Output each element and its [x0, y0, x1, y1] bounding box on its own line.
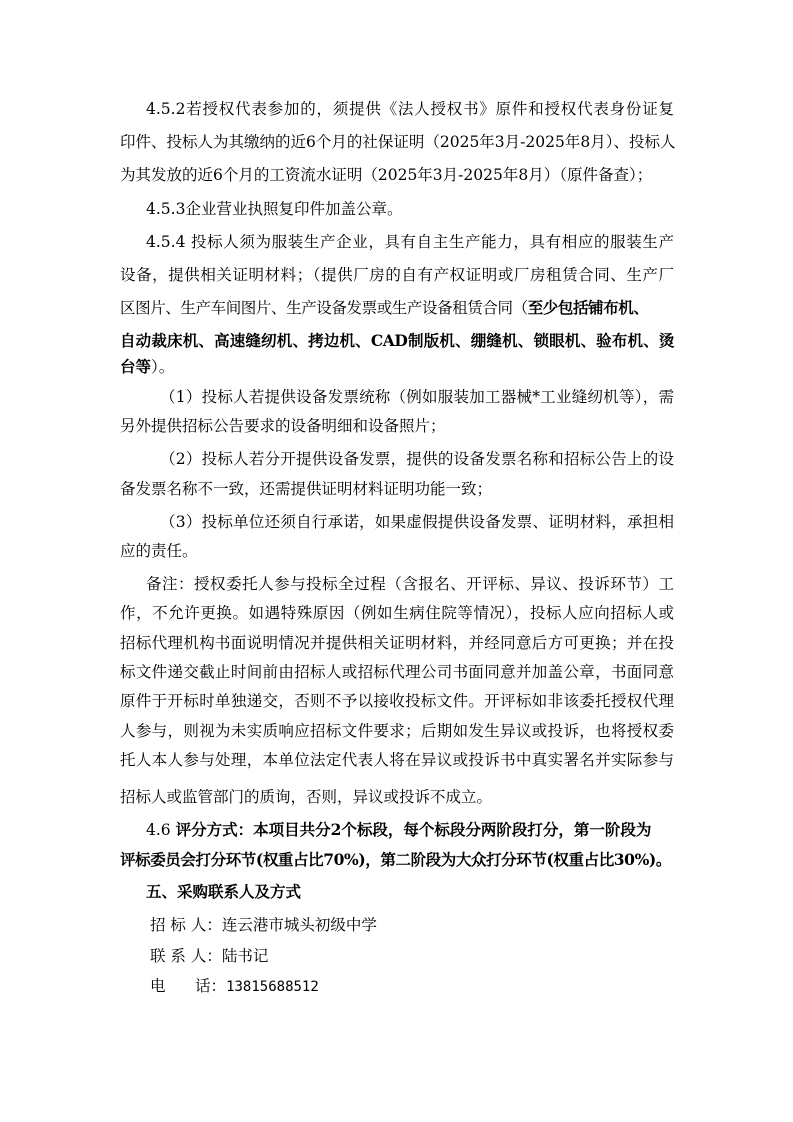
- clause-4-5-4-line-2: 设备，提供相关证明材料；（提供厂房的自有产权证明或厂房租赁合同、生产厂: [120, 266, 674, 284]
- clause-4-5-4-equipment-list-start: 至少包括铺布机、: [527, 298, 649, 317]
- clause-4-6-line-2: 评标委员会打分环节(权重占比70%)，第二阶段为大众打分环节(权重占比30%)。: [120, 850, 671, 869]
- item-1-line-2: 另外提供招标公告要求的设备明细和设备照片；: [120, 417, 446, 435]
- note-line-1: 备注：授权委托人参与投标全过程（含报名、开评标、异议、投诉环节）工: [146, 575, 674, 593]
- note-line-8: 招标人或监管部门的质询，否则，异议或投诉不成立。: [120, 788, 493, 806]
- item-2-line-1: （2）投标人若分开提供设备发票，提供的设备发票名称和招标公告上的设: [160, 450, 674, 468]
- item-2-line-2: 备发票名称不一致，还需提供证明材料证明功能一致；: [120, 480, 493, 498]
- note-line-3: 招标代理机构书面说明情况并提供相关证明材料，并经同意后方可更换；并在投: [120, 634, 674, 652]
- clause-4-5-2-line-3: 为其发放的近6个月的工资流水证明（2025年3月-2025年8月）（原件备查）；: [120, 166, 653, 184]
- clause-4-6-number: 4.6: [146, 821, 176, 839]
- clause-4-5-3: 4.5.3企业营业执照复印件加盖公章。: [146, 200, 403, 218]
- note-line-6: 人参与，则视为未实质响应招标文件要求；后期如发生异议或投诉，也将授权委: [120, 722, 674, 740]
- clause-4-5-4-line-1: 4.5.4 投标人须为服装生产企业，具有自主生产能力，具有相应的服装生产: [146, 233, 674, 251]
- contact-person-line: 联 系 人：陆书记: [150, 947, 269, 965]
- tenderer-line: 招 标 人：连云港市城头初级中学: [150, 916, 377, 934]
- clause-4-5-4-close: ）。: [151, 358, 175, 376]
- clause-4-6-line-1: [146, 818, 674, 842]
- note-line-7: 托人本人参与处理，本单位法定代表人将在异议或投诉书中真实署名并实际参与: [120, 751, 674, 769]
- phone-label: 电 话：: [150, 977, 227, 995]
- phone-line: [150, 974, 319, 998]
- clause-4-5-4-line-3-text: 区图片、生产车间图片、生产设备发票或生产设备租赁合同（: [120, 299, 528, 317]
- clause-4-6-scoring-method: 评分方式：本项目共分2个标段，每个标段分两阶段打分，第一阶段为: [175, 820, 652, 839]
- item-1-line-1: （1）投标人若提供设备发票统称（例如服装加工器械*工业缝纫机等），需: [160, 388, 674, 406]
- item-3-line-2: 应的责任。: [120, 542, 198, 560]
- clause-4-5-2-line-1: 4.5.2若授权代表参加的，须提供《法人授权书》原件和授权代表身份证复: [146, 100, 674, 118]
- clause-4-5-4-equipment-list-end: 台等: [120, 357, 152, 376]
- note-line-2: 作，不允许更换。如遇特殊原因（例如生病住院等情况），投标人应向招标人或: [120, 604, 674, 622]
- note-line-4: 标文件递交截止时间前由招标人或招标代理公司书面同意并加盖公章，书面同意: [120, 663, 674, 681]
- clause-4-5-2-line-2: 印件、投标人为其缴纳的近6个月的社保证明（2025年3月-2025年8月）、投标人: [120, 133, 676, 151]
- note-line-5: 原件于开标时单独递交，否则不予以接收投标文件。开评标如非该委托授权代理: [120, 692, 674, 710]
- clause-4-5-4-line-3: [120, 296, 649, 320]
- phone-number: 13815688512: [226, 979, 319, 995]
- section-5-heading: 五、采购联系人及方式: [146, 882, 302, 901]
- clause-4-5-4-line-5: [120, 355, 174, 379]
- item-3-line-1: （3）投标单位还须自行承诺，如果虚假提供设备发票、证明材料，承担相: [160, 513, 674, 531]
- clause-4-5-4-equipment-list: 自动裁床机、高速缝纫机、拷边机、CAD制版机、绷缝机、锁眼机、验布机、烫: [120, 331, 674, 350]
